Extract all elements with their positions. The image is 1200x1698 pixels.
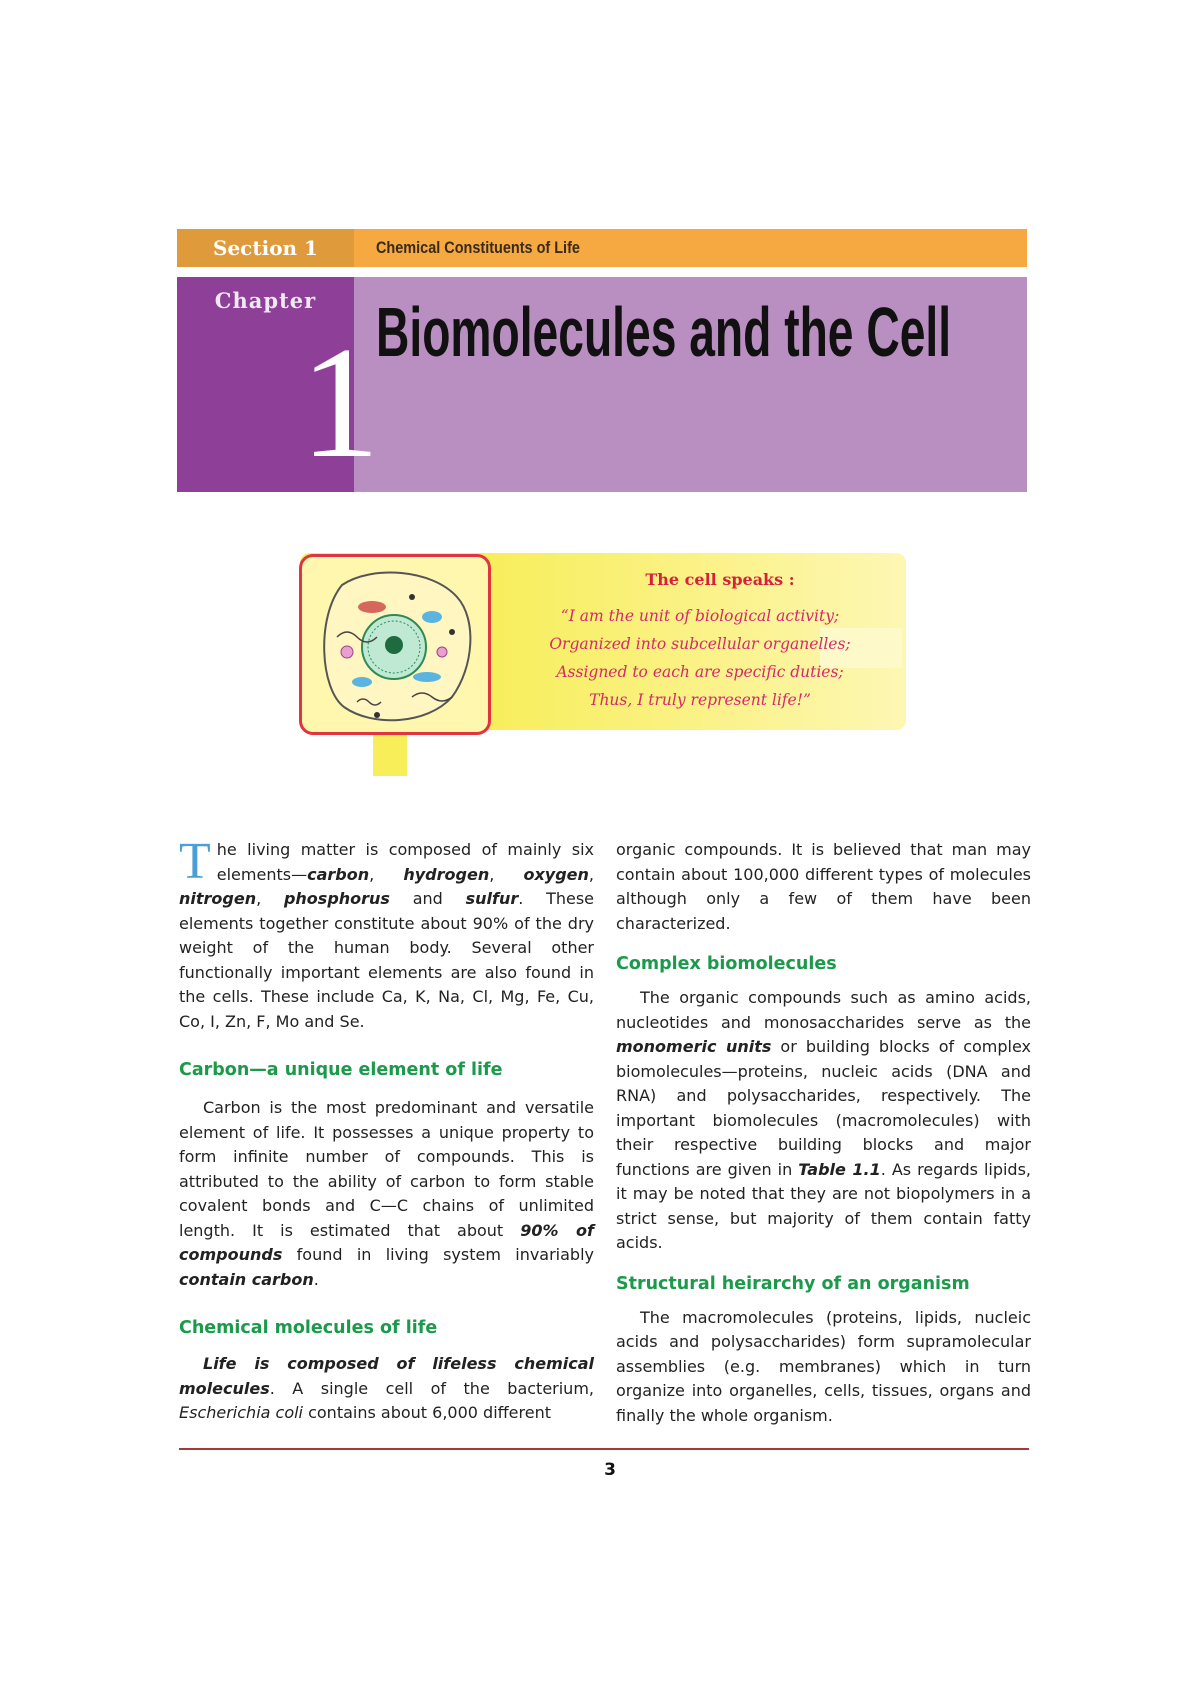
emphasis: phosphorus [283,889,390,908]
text: , [256,889,284,908]
cell-illustration-frame [299,554,491,735]
text: contains about 6,000 different [303,1403,551,1422]
intro-paragraph [179,833,595,1034]
chemical-heading: Chemical molecules of life [179,1318,438,1338]
left-column [179,833,595,1426]
text: or building blocks of complex biomolecules—proteins, nucleic acids (DNA and RNA) and polysaccharides, respectively. The important biomolecules (macromolecules) with their respective building blocks and major functions are given in [616,1037,1032,1179]
complex-heading: Complex biomolecules [616,954,837,974]
text: , [489,864,524,884]
structural-paragraph: The macromolecules (proteins, lipids, nucleic acids and polysaccharides) form supramolecular assemblies (e.g. membranes) which in turn organize into organelles, cells, tissues, organs and finally the whole organism. [616,1307,1031,1425]
quote-line: “I am the unit of biological activity; [560,607,840,625]
text: , [588,864,595,884]
text: Carbon is the most predominant and versatile element of life. It possesses a unique property to form infinite number of compounds. This is attributed to the ability of carbon to form stable covalent bonds and C—C chains of unlimited length. It is estimated that about [179,1098,594,1240]
emphasis: oxygen [523,864,589,884]
emphasis: 90% of compounds [179,1220,594,1264]
species-name: Escherichia coli [179,1403,303,1422]
text: he living matter is composed of mainly six elements— [216,840,594,884]
quote-line: Thus, I truly represent life!” [589,691,811,709]
text: , [369,864,404,884]
text: . These elements together constitute about 90% of the dry weight of the human body. Several other functionally important elements are also found in the cells. These include Ca, K, Na, Cl, Mg, Fe, Cu, Co, I, Zn, F, Mo and Se. [179,889,594,1031]
carbon-paragraph [179,1096,594,1292]
text: found in living system invariably [282,1245,594,1264]
chemical-paragraph [179,1352,594,1426]
animal-cell-illustration [302,557,488,732]
carbon-heading: Carbon—a unique element of life [179,1060,503,1080]
quote-line: Organized into subcellular organelles; [549,635,851,653]
section-title: Chemical Constituents of Life [376,238,580,257]
chapter-title: Biomolecules and the Cell [376,293,952,371]
emphasis: hydrogen [403,864,490,884]
text: . [313,1269,319,1289]
emphasis: nitrogen [179,889,257,908]
emphasis: Table 1.1 [798,1159,881,1179]
emphasis: monomeric units [616,1037,772,1056]
text: and [389,889,466,908]
emphasis: contain carbon [179,1269,314,1289]
section-label: Section 1 [177,229,354,267]
right-column [616,838,1031,1428]
text: . A single cell of the bacterium, [269,1378,594,1398]
page-number: 3 [604,1460,616,1480]
emphasis: carbon [307,864,370,884]
text: The organic compounds such as amino acids, nucleotides and monosaccharides serve as the [616,988,1031,1032]
chemical-paragraph-continued: organic compounds. It is believed that man may contain about 100,000 different types of molecules although only a few of them have been characterized. [616,840,1031,933]
chapter-number: 1 [300,313,380,491]
quote-heading: The cell speaks : [645,570,795,589]
chapter-word: Chapter [214,288,317,313]
footer-rule [179,1448,1029,1450]
drop-cap: T [179,833,211,890]
emphasis: sulfur [465,889,519,908]
structural-heading: Structural heirarchy of an organism [616,1273,970,1294]
complex-paragraph [616,986,1031,1256]
text: . As regards lipids, it may be noted that they are not biopolymers in a strict sense, but majority of them contain fatty acids. [616,1159,1032,1252]
quote-line: Assigned to each are specific duties; [556,663,844,681]
emphasis: Life is composed of lifeless chemical molecules [179,1354,594,1398]
